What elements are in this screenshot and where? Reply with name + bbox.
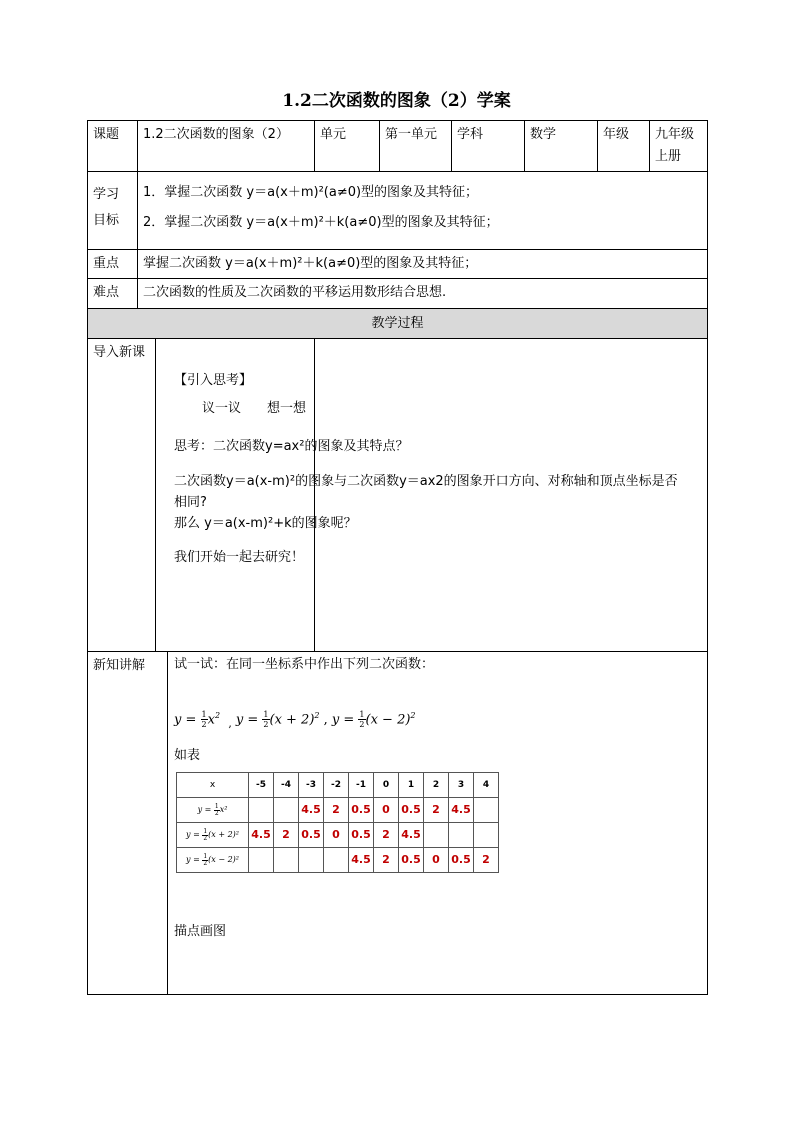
values-row-1 (177, 798, 499, 823)
y-value-cell: 2 (474, 848, 499, 873)
process-header: 教学过程 (88, 309, 708, 339)
x-value-cell: 2 (424, 773, 449, 798)
grade-value-line1: 九年级 (655, 127, 695, 142)
y-value-cell (474, 823, 499, 848)
y-value-cell: 4.5 (399, 823, 424, 848)
row-3-function: y = $\frac{1}{2}$ (x − 2)² (177, 848, 249, 873)
y-value-cell (249, 798, 274, 823)
intro-subheading: 议一议 想一想 (202, 401, 307, 416)
intro-closing: 我们开始一起去研究！ (174, 550, 305, 565)
y-value-cell: 0.5 (349, 823, 374, 848)
row-2-function: y = $\frac{1}{2}$ (x + 2)² (177, 823, 249, 848)
intro-heading: 【引入思考】 (174, 373, 253, 388)
x-value-cell: 1 (399, 773, 424, 798)
key-point-label: 重点 (88, 250, 138, 279)
intro-question2: 那么 y＝a(x-m)²+k的图象呢？ (174, 516, 357, 531)
y-value-cell (299, 848, 324, 873)
x-value-cell: 3 (449, 773, 474, 798)
x-value-cell: -4 (274, 773, 299, 798)
intro-content (174, 370, 704, 568)
y-value-cell: 0.5 (449, 848, 474, 873)
x-value-cell: 4 (474, 773, 499, 798)
difficulty-label: 难点 (88, 279, 138, 309)
grade-label: 年级 (598, 121, 650, 172)
y-value-cell (474, 798, 499, 823)
course-value: 1.2二次函数的图象（2） (138, 121, 315, 172)
y-value-cell (274, 848, 299, 873)
x-value-cell: -3 (299, 773, 324, 798)
unit-value: 第一单元 (380, 121, 452, 172)
y-value-cell: 0.5 (399, 798, 424, 823)
y-value-cell: 2 (374, 823, 399, 848)
new-knowledge-label: 新知讲解 (88, 652, 168, 994)
values-row-2 (177, 823, 499, 848)
try-text: 试一试：在同一坐标系中作出下列二次函数： (174, 657, 435, 672)
table-caption: 如表 (174, 748, 201, 763)
row-1-function: y = $\frac{1}{2}$ x² (177, 798, 249, 823)
x-value-cell: 0 (374, 773, 399, 798)
y-value-cell: 4.5 (299, 798, 324, 823)
values-row-3 (177, 848, 499, 873)
y-value-cell (324, 848, 349, 873)
y-value-cell (249, 848, 274, 873)
goals-label-line2: 目标 (93, 213, 120, 228)
subject-label: 学科 (452, 121, 525, 172)
subject-value: 数学 (525, 121, 598, 172)
y-value-cell: 2 (274, 823, 299, 848)
new-knowledge-content (174, 654, 704, 942)
y-value-cell: 0.5 (349, 798, 374, 823)
goals-content (138, 172, 708, 250)
course-label: 课题 (88, 121, 138, 172)
goals-label (88, 172, 138, 250)
x-header-label: x (177, 773, 249, 798)
goals-row (88, 172, 708, 250)
process-header-row (88, 309, 708, 339)
y-value-cell (449, 823, 474, 848)
y-value-cell: 0 (424, 848, 449, 873)
y-value-cell: 0.5 (299, 823, 324, 848)
y-value-cell: 2 (324, 798, 349, 823)
key-point-text: 掌握二次函数 y＝a(x＋m)²＋k(a≠0)型的图象及其特征； (138, 250, 708, 279)
difficulty-row (88, 279, 708, 309)
y-value-cell: 0 (324, 823, 349, 848)
page-title: 1.2二次函数的图象（2）学案 (282, 91, 511, 111)
intro-question-line2: 相同? (174, 495, 207, 510)
y-value-cell (274, 798, 299, 823)
y-value-cell (424, 823, 449, 848)
goal-item-2: 2．掌握二次函数 y＝a(x＋m)²＋k(a≠0)型的图象及其特征； (143, 215, 499, 230)
grade-value-line2: 上册 (655, 149, 682, 164)
header-row (88, 121, 708, 172)
values-table-header (177, 773, 499, 798)
function-formulas: y = $\frac{1}{2}$ $x^2$ $_,$ y = $\frac{1}{2}$ $(x + 2)^2$ , y = $\frac{1}{2}$ $(x - 2)^2$ (174, 710, 416, 730)
y-value-cell: 4.5 (349, 848, 374, 873)
goals-label-line1: 学习 (93, 187, 120, 202)
grade-value (650, 121, 708, 172)
intro-think: 思考：二次函数y=ax²的图象及其特点？ (174, 439, 409, 454)
y-value-cell: 2 (424, 798, 449, 823)
goal-item-1: 1．掌握二次函数 y＝a(x＋m)²(a≠0)型的图象及其特征； (143, 185, 479, 200)
x-value-cell: -5 (249, 773, 274, 798)
y-value-cell: 4.5 (249, 823, 274, 848)
key-point-row (88, 250, 708, 279)
unit-label: 单元 (315, 121, 380, 172)
y-value-cell: 4.5 (449, 798, 474, 823)
end-text: 描点画图 (174, 924, 227, 939)
x-value-cell: -1 (349, 773, 374, 798)
y-value-cell: 0 (374, 798, 399, 823)
y-value-cell: 2 (374, 848, 399, 873)
y-value-cell: 0.5 (399, 848, 424, 873)
difficulty-text: 二次函数的性质及二次函数的平移运用数形结合思想. (138, 279, 708, 309)
intro-label: 导入新课 (88, 339, 156, 651)
values-table (176, 772, 499, 873)
x-value-cell: -2 (324, 773, 349, 798)
intro-question-line1: 二次函数y＝a(x-m)²的图象与二次函数y＝ax2的图象开口方向、对称轴和顶点坐标是否 (174, 474, 678, 489)
